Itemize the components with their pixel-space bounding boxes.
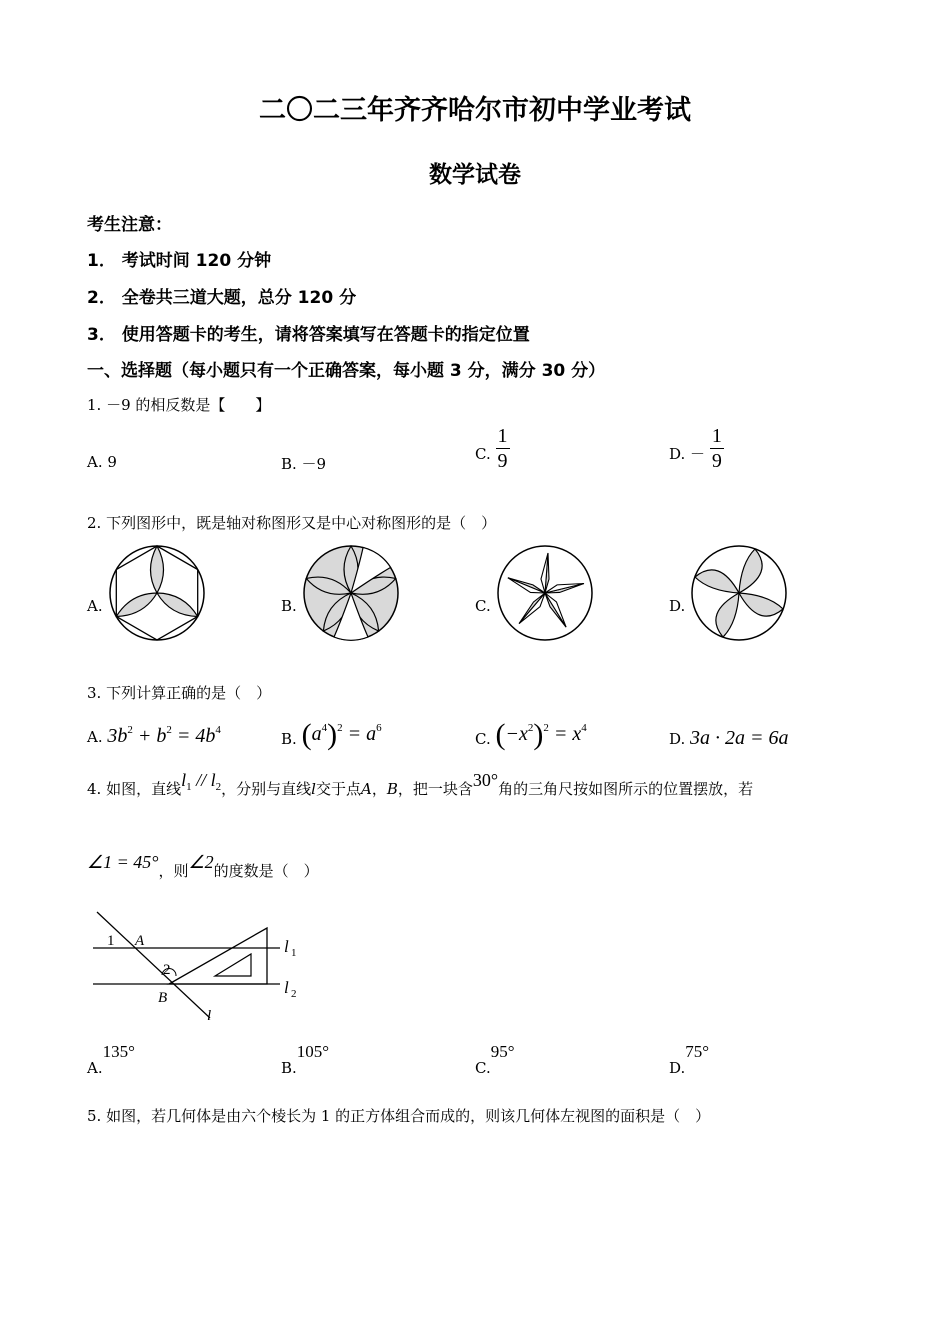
exponent: 4 [581,722,587,734]
q2-figure-b [299,543,403,643]
fraction-denominator: 9 [497,450,508,472]
expr-part: = 4b [171,725,216,747]
stem-text: ， [371,780,387,798]
symbol: l [210,770,216,790]
notice-item: 1． 考试时间 120 分钟 [87,251,272,271]
exam-subtitle: 数学试卷 [429,162,521,188]
q4-label-l: l [207,1008,212,1024]
notice-item: 3． 使用答题卡的考生，请将答案填写在答题卡的指定位置 [87,325,530,345]
parallel-symbol: // [191,770,211,790]
symbol: A [360,780,372,798]
exponent: 4 [321,722,328,734]
q2-option-b-label: B. [281,597,297,615]
exponent: 2 [337,722,343,734]
q4-label-b: B [158,990,168,1006]
stem-text: 交于点 [315,780,361,798]
exponent: 2 [543,722,549,734]
q3-option-b-label: B. [281,730,297,748]
stem-text: 4. 如图，直线 [87,780,182,798]
expr-part: a [311,723,322,745]
question-5-stem: 5. 如图，若几何体是由六个棱长为 1 的正方体组合而成的，则该几何体左视图的面积是（ ） [87,1107,711,1125]
q1-option-a: A. 9 [87,453,117,471]
q4-label-1: 1 [107,933,115,949]
q4-option-c-value: 95° [490,1042,515,1061]
q4-option-a-label: A. [87,1059,103,1077]
expr-part: = a [342,723,377,745]
q2-figure-c [493,543,597,643]
q3-option-b-expr [301,718,382,751]
expr-part: + b [132,725,167,747]
paren: ( [495,718,506,751]
stem-text: ，把一块含 [397,780,473,798]
symbol: l [311,780,316,798]
q3-option-c [475,718,587,752]
question-1-stem: 1. －9 的相反数是【 】 [87,396,271,414]
exponent: 2 [527,722,534,734]
q4-option-c-label: C. [475,1059,491,1077]
q3-option-a-expr [107,725,221,747]
exam-title: 二〇二三年齐齐哈尔市初中学业考试 [259,95,691,126]
expr-part: = x [548,723,582,745]
q3-option-c-label: C. [475,730,491,748]
q1-option-d-fraction [710,424,724,473]
question-2-stem: 2. 下列图形中，既是轴对称图形又是中心对称图形的是（ ） [87,514,497,532]
q4-option-d-value: 75° [685,1042,710,1061]
q2-option-c-label: C. [475,597,491,615]
q4-label-l2: l [284,978,289,997]
stem-text: 的度数是（ ） [213,862,319,880]
q3-option-d [669,727,789,750]
q4-figure [85,908,315,1028]
expr-part: −x [505,723,528,745]
exponent: 2 [166,724,172,736]
q4-label-a: A [135,933,145,949]
section-heading: 一、选择题（每小题只有一个正确答案，每小题 3 分，满分 30 分） [87,361,606,381]
exponent: 4 [215,724,221,736]
symbol: B [386,780,398,798]
fraction-numerator: 1 [497,425,508,447]
question-4-stem-line2 [87,852,319,881]
fraction-denominator: 9 [711,450,722,472]
stem-text: ，分别与直线 [221,780,312,798]
subscript: 1 [186,781,192,793]
q4-label-2: 2 [163,962,171,978]
subscript: 2 [215,781,222,793]
q1-option-d-label: D. － [669,444,706,463]
line-l1 [181,770,222,793]
q1-option-c-label: C. [475,444,491,463]
q3-option-a-label: A. [87,728,103,746]
angle-30: 30° [472,770,499,790]
q4-option-b-value: 105° [296,1042,330,1061]
question-4-stem-line1 [87,770,754,801]
q4-option-b [281,1042,330,1077]
q4-label-l1: l [284,937,289,956]
q1-option-c-fraction [496,424,510,473]
q4-option-a [87,1042,135,1077]
paren: ) [327,718,338,751]
q1-option-c [475,424,510,473]
q4-option-c [475,1042,515,1077]
exponent: 6 [376,722,382,734]
notice-item: 2． 全卷共三道大题，总分 120 分 [87,288,357,308]
q2-option-d-label: D. [669,597,686,615]
q2-option-a-label: A. [87,597,103,615]
q1-option-d [669,424,724,473]
angle-1-eq: ∠1 = 45° [87,852,159,872]
q4-label-l2-sub: 2 [291,988,297,1000]
q3-option-d-label: D. [669,730,686,748]
stem-text: 角的三角尺按如图所示的位置摆放，若 [498,780,754,798]
q3-option-b [281,718,382,752]
q3-option-d-expr: 3a · 2a = 6a [690,727,789,749]
q2-figure-a [105,543,209,643]
paren: ) [533,718,544,751]
q1-option-b: B. －9 [281,455,327,473]
question-3-stem: 3. 下列计算正确的是（ ） [87,684,272,702]
q4-option-a-value: 135° [102,1042,135,1061]
stem-text: ，则 [158,862,189,880]
q4-option-d-label: D. [669,1059,686,1077]
fraction-numerator: 1 [711,425,722,447]
q2-figure-d [687,543,791,643]
angle-2: ∠2 [188,852,214,872]
q4-label-l1-sub: 1 [291,947,297,959]
notice-heading: 考生注意： [87,215,172,235]
expr-part: 3b [107,725,128,747]
symbol: l [181,770,187,790]
exponent: 2 [127,724,133,736]
paren: ( [301,718,312,751]
q3-option-c-expr [495,718,587,751]
q3-option-a [87,724,221,748]
q4-option-d [669,1042,710,1077]
q4-option-b-label: B. [281,1059,297,1077]
